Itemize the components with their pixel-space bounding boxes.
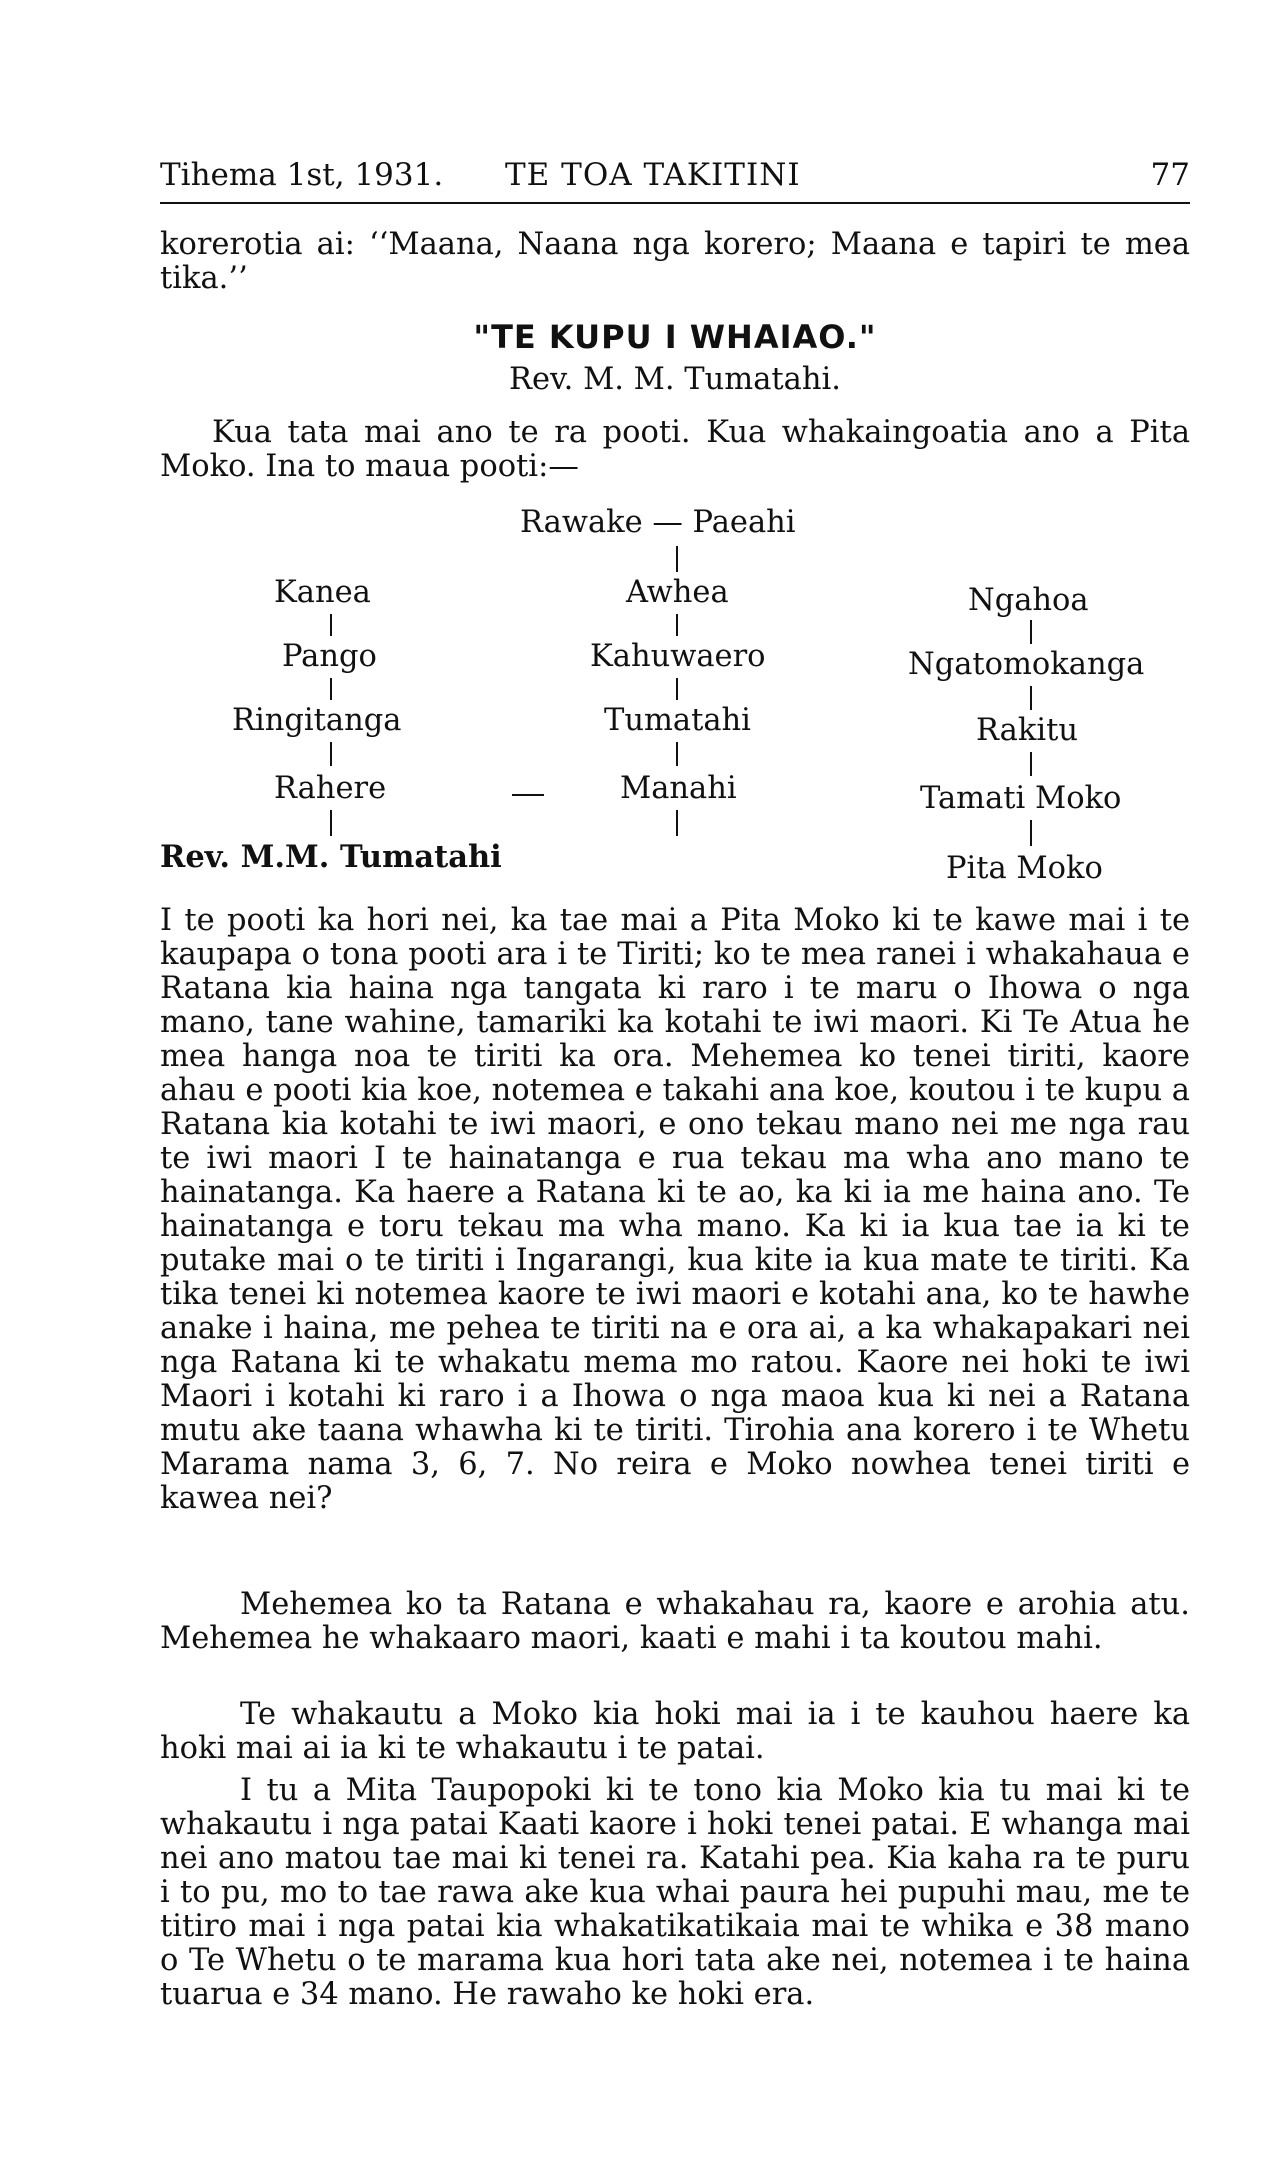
genealogy-connector: [1030, 686, 1032, 710]
body-paragraph: Te whakautu a Moko kia hoki mai ia i te kauhou haere ka hoki mai ai ia ki te whakautu i te patai.: [160, 1697, 1190, 1766]
genealogy-right-1: Ngatomokanga: [908, 647, 1145, 682]
genealogy-connector: [330, 742, 332, 766]
genealogy-left-0: Kanea: [274, 575, 371, 610]
genealogy-left-4: Rev. M.M. Tumatahi: [160, 839, 502, 875]
header-page-number: 77: [1150, 157, 1190, 193]
genealogy-left-2: Ringitanga: [232, 703, 402, 738]
genealogy-connector: [676, 546, 678, 572]
body-paragraph: I te pooti ka hori nei, ka tae mai a Pita Moko ki te kawe mai i te kaupapa o tona pooti ara i te Tiriti; ko te mea ranei i whakahaua e Ratana kia haina nga tangata ki raro i te maru o Ihowa o nga mano, tane wahine, tamariki ka kotahi te iwi maori. Ki Te Atua he mea hanga noa te tiriti ka ora. Mehemea ko tenei tiriti, kaore ahau e pooti kia koe, notemea e takahi ana koe, koutou i te kupu a Ratana kia kotahi te iwi maori, e ono tekau mano nei me nga rau te iwi maori I te hainatanga e rua tekau ma wha ano mano te hainatanga. Ka haere a Ratana ki te ao, ka ki ia me haina ano. Te hainatanga e toru tekau ma wha mano. Ka ki ia kua tae ia ki te putake mai o te tiriti i Ingarangi, kua kite ia kua mate te tiriti. Ka tika tenei ki notemea kaore te iwi maori e kotahi ana, ko te hawhe anake i haina, me pehea te tiriti na e ora ai, a ka whakapakari nei nga Ratana ki te whakatu mema mo ratou. Kaore nei hoki te iwi Maori i kotahi ki raro i a Ihowa o nga maoa kua ki nei a Ratana mutu ake taana whawha ki te tiriti. Tirohia ana korero i te Whetu Marama nama 3, 6, 7. No reira e Moko nowhea tenei tiriti e kawea nei?: [160, 903, 1190, 1516]
genealogy-middle-0: Awhea: [626, 575, 729, 610]
genealogy-connector: [676, 742, 678, 766]
genealogy-right-4: Pita Moko: [946, 851, 1103, 886]
body-paragraph: I tu a Mita Taupopoki ki te tono kia Moko kia tu mai ki te whakautu i nga patai Kaati kaore i hoki tenei patai. E whanga mai nei ano matou tae mai ki tenei ra. Katahi pea. Kia kaha ra te puru i to pu, mo to tae rawa ake kua whai paura hei pupuhi mau, me te titiro mai i nga patai kia whakatikatikaia mai te whika e 38 mano o Te Whetu o te marama kua hori tata ake nei, notemea i te haina tuarua e 34 mano. He rawaho ke hoki era.: [160, 1773, 1190, 2012]
lead-paragraph: Kua tata mai ano te ra pooti. Kua whakaingoatia ano a Pita Moko. Ina to maua pooti:—: [160, 415, 1190, 484]
header-rule: [160, 202, 1190, 204]
genealogy-connector: [676, 678, 678, 700]
genealogy-root: Rawake — Paeahi: [520, 505, 796, 540]
genealogy-connector: [1030, 820, 1032, 846]
body-paragraph: Mehemea ko ta Ratana e whakahau ra, kaore e arohia atu. Mehemea he whakaaro maori, kaati e mahi i ta koutou mahi.: [160, 1587, 1190, 1656]
genealogy-right-3: Tamati Moko: [920, 781, 1122, 816]
running-header: [160, 152, 1190, 198]
genealogy-connector: [676, 810, 678, 836]
genealogy-middle-2: Tumatahi: [604, 703, 751, 738]
genealogy-connector: [330, 614, 332, 636]
article-title: "TE KUPU I WHAIAO.": [473, 318, 877, 356]
genealogy-middle-1: Kahuwaero: [590, 639, 766, 674]
genealogy-connector: [330, 810, 332, 836]
genealogy-left-3: Rahere: [274, 771, 387, 806]
genealogy-middle-3: Manahi: [620, 771, 737, 806]
header-date: Tihema 1st, 1931.: [160, 157, 444, 193]
genealogy-marriage-dash: [512, 794, 544, 796]
intro-paragraph: korerotia ai: ‘‘Maana, Naana nga korero; Maana e tapiri te mea tika.’’: [160, 227, 1190, 296]
genealogy-connector: [1030, 752, 1032, 776]
genealogy-right-2: Rakitu: [976, 713, 1078, 748]
article-author: Rev. M. M. Tumatahi.: [509, 362, 841, 397]
genealogy-connector: [330, 678, 332, 700]
header-publication-title: TE TOA TAKITINI: [505, 157, 801, 193]
genealogy-left-1: Pango: [282, 639, 377, 674]
genealogy-connector: [676, 614, 678, 636]
genealogy-connector: [1030, 620, 1032, 644]
genealogy-right-0: Ngahoa: [968, 583, 1089, 618]
